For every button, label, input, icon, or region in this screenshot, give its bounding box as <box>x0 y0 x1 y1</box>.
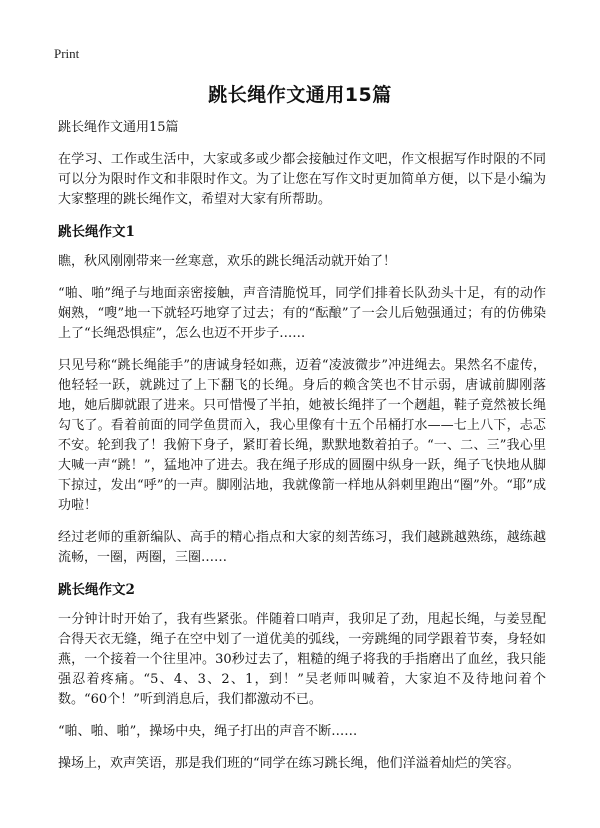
paragraph: “啪、啪”绳子与地面亲密接触，声音清脆悦耳，同学们排着长队劲头十足，有的动作娴熟，“嗖”地一下就轻巧地穿了过去；有的“酝酿”了一会儿后勉强通过；有的仿佛染上了“长绳恐惧症”，怎么也迈不开步子…… <box>58 286 546 341</box>
section-heading: 跳长绳作文2 <box>58 582 135 598</box>
paragraph: 瞧，秋风刚刚带来一丝寒意，欢乐的跳长绳活动就开始了！ <box>58 254 397 269</box>
document-body <box>58 118 546 786</box>
document-title: 跳长绳作文通用15篇 <box>208 84 392 106</box>
print-link[interactable]: Print <box>54 46 80 61</box>
paragraph: “啪、啪、啪”，操场中央，绳子打出的声音不断…… <box>58 724 358 739</box>
paragraph: 只见号称“跳长绳能手”的唐诚身轻如燕，迈着“凌波微步”冲进绳去。果然名不虚传，他轻轻一跃，就跳过了上下翻飞的长绳。身后的赖含笑也不甘示弱，唐诚前脚刚落地，她后脚就跟了进来。只可惜慢了半拍，她被长绳拌了一个趔趄，鞋子竟然被长绳勾飞了。看着前面的同学鱼贯而入，我心里像有十五个吊桶打水——七上八下，忐忑不安。轮到我了！我俯下身子，紧盯着长绳，默默地数着拍子。“一、二、三”我心里大喊一声“跳！”，猛地冲了进去。我在绳子形成的圆圈中纵身一跃，绳子飞快地从脚下掠过，发出“呼”的一声。脚刚沾地，我就像箭一样地从斜刺里跑出“圈”外。“耶”成功啦！ <box>58 358 546 513</box>
section-heading: 跳长绳作文1 <box>58 224 135 240</box>
paragraph: 一分钟计时开始了，我有些紧张。伴随着口哨声，我卯足了劲，甩起长绳，与姜昱配合得天衣无缝，绳子在空中划了一道优美的弧线，一旁跳绳的同学跟着节奏，身轻如燕，一个接着一个往里冲。30秒过去了，粗糙的绳子将我的手指磨出了血丝，我只能强忍着疼痛。“5、4、3、2、1，到！”吴老师叫喊着，大家迫不及待地问着个数。“60个！”听到消息后，我们都激动不已。 <box>58 612 546 707</box>
intro-paragraph: 在学习、工作或生活中，大家或多或少都会接触过作文吧，作文根据写作时限的不同可以分为限时作文和非限时作文。为了让您在写作文时更加简单方便，以下是小编为大家整理的跳长绳作文，希望对大家有所帮助。 <box>58 152 546 207</box>
section-2 <box>58 580 546 774</box>
document-subtitle: 跳长绳作文通用15篇 <box>58 120 179 135</box>
paragraph: 操场上，欢声笑语，那是我们班的“同学在练习跳长绳，他们洋溢着灿烂的笑容。 <box>58 756 520 771</box>
paragraph: 经过老师的重新编队、高手的精心指点和大家的刻苦练习，我们越跳越熟练，越练越流畅，一圈，两圈，三圈…… <box>58 530 546 565</box>
section-1 <box>58 222 546 568</box>
